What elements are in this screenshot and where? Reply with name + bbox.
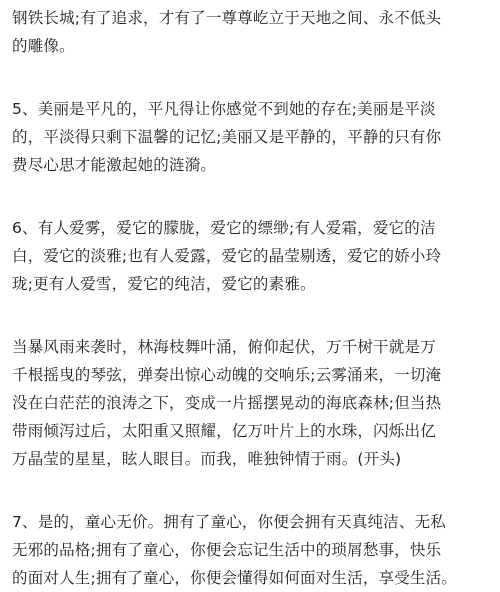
text-line: 珑;更有人爱雪，爱它的纯洁，爱它的素雅。 [12, 275, 316, 293]
text-line: 费尽心思才能激起她的涟漪。 [12, 156, 217, 174]
text-line: 带雨倾泻过后，太阳重又照耀，亿万叶片上的水珠，闪烁出亿 [12, 422, 436, 440]
text-line: 的面对人生;拥有了童心，你便会懂得如何面对生活，享受生活。 [12, 569, 458, 587]
text-line: 没在白茫茫的浪涛之下，变成一片摇摆晃动的海底森林;但当热 [12, 394, 442, 412]
text-line: 5、美丽是平凡的，平凡得让你感觉不到她的存在;美丽是平淡 [12, 100, 436, 118]
text-line: 白，爱它的淡雅;也有人爱露，爱它的晶莹剔透，爱它的娇小玲 [12, 247, 442, 265]
paragraph-item-6 [12, 214, 492, 298]
text-line: 7、是的，童心无价。拥有了童心，你便会拥有天真纯洁、无私 [12, 513, 446, 531]
text-line: 无邪的品格;拥有了童心，你便会忘记生活中的琐屑愁事，快乐 [12, 541, 442, 559]
text-line: 当暴风雨来袭时，林海枝舞叶涌，俯仰起伏，万千树干就是万 [12, 338, 436, 356]
text-line: 的雕像。 [12, 37, 75, 55]
text-line: 钢铁长城;有了追求，才有了一尊尊屹立于天地之间、永不低头 [12, 9, 442, 27]
paragraph-storm [12, 333, 492, 473]
document-body [12, 4, 492, 592]
text-line: 千根摇曳的琴弦，弹奏出惊心动魄的交响乐;云雾涌来，一切淹 [12, 366, 442, 384]
paragraph-intro-continuation [12, 4, 492, 60]
text-line: 万晶莹的星星，眩人眼目。而我，唯独钟情于雨。(开头) [12, 450, 402, 468]
paragraph-item-5 [12, 95, 492, 179]
text-line: 的，平淡得只剩下温馨的记忆;美丽又是平静的，平静的只有你 [12, 128, 442, 146]
paragraph-item-7 [12, 508, 492, 592]
text-line: 6、有人爱雾，爱它的朦胧，爱它的缥缈;有人爱霜，爱它的洁 [12, 219, 436, 237]
